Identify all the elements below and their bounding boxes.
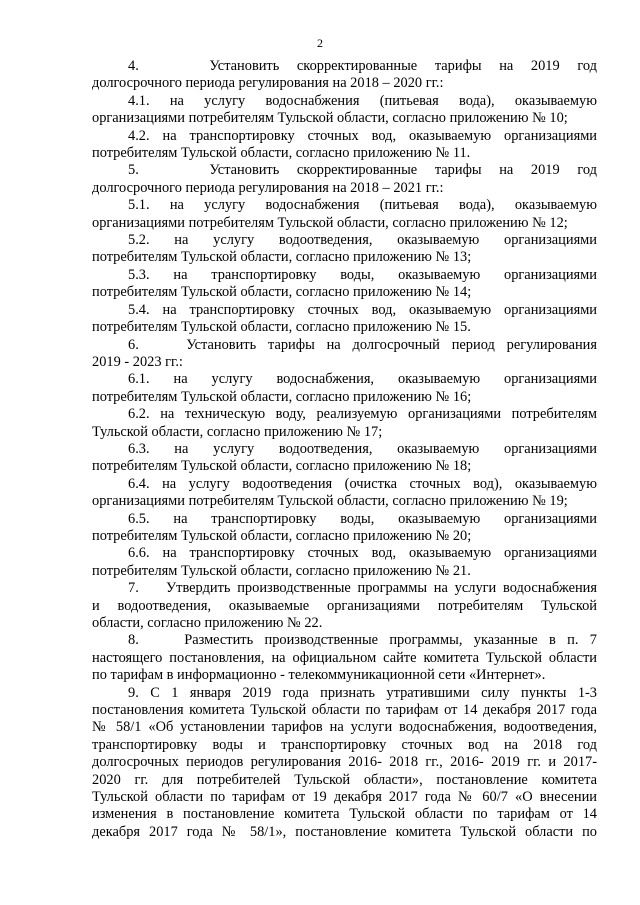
text-line: и водоотведения, оказываемые организациями потребителям Тульской bbox=[92, 597, 597, 614]
text-line: 8. Разместить производственные программы, указанные в п. 7 bbox=[128, 632, 597, 649]
text-line: Тульской области, согласно приложению № 17; bbox=[92, 423, 383, 440]
text-line: 5. Установить скорректированные тарифы на 2019 год bbox=[128, 162, 597, 179]
text-line: 7. Утвердить производственные программы на услуги водоснабжения bbox=[128, 580, 597, 597]
text-line: 6.4. на услугу водоотведения (очистка сточных вод), оказываемую bbox=[128, 475, 597, 492]
text-line: 6.6. на транспортировку сточных вод, оказываемую организациями bbox=[128, 545, 597, 562]
text-line: 6.3. на услугу водоотведения, оказываемую организациями bbox=[128, 440, 597, 457]
text-line: 2020 гг. для потребителей Тульской области», постановление комитета bbox=[92, 771, 597, 788]
text-line: области, согласно приложению № 22. bbox=[92, 615, 323, 631]
text-line: постановления комитета Тульской области по тарифам от 14 декабря 2017 года bbox=[92, 702, 597, 719]
text-line: 6.2. на техническую воду, реализуемую организациями потребителям bbox=[128, 406, 597, 423]
text-line: организациями потребителям Тульской области, согласно приложению № 19; bbox=[92, 493, 568, 510]
text-line: организациями потребителям Тульской области, согласно приложению № 10; bbox=[92, 110, 568, 127]
text-line: 5.4. на транспортировку сточных вод, оказываемую организациями bbox=[128, 301, 597, 318]
text-line: № 58/1 «Об установлении тарифов на услуги водоснабжения, водоотведения, bbox=[92, 719, 597, 736]
text-line: организациями потребителям Тульской области, согласно приложению № 12; bbox=[92, 214, 568, 231]
text-line: потребителям Тульской области, согласно приложению № 21. bbox=[92, 562, 471, 579]
text-line: 6.5. на транспортировку воды, оказываемую организациями bbox=[128, 510, 597, 527]
text-line: декабря 2017 года № 58/1», постановление комитета Тульской области по bbox=[92, 823, 597, 840]
text-line: 5.1. на услугу водоснабжения (питьевая вода), оказываемую bbox=[128, 197, 597, 214]
text-line: Тульской области по тарифам от 19 декабря 2017 года № 60/7 «О внесении bbox=[92, 789, 597, 806]
text-line: потребителям Тульской области, согласно приложению № 15. bbox=[92, 319, 471, 336]
document-body bbox=[92, 58, 597, 841]
text-line: потребителям Тульской области, согласно приложению № 16; bbox=[92, 388, 472, 405]
text-line: 2019 - 2023 гг.: bbox=[92, 353, 183, 370]
text-line: 5.2. на услугу водоотведения, оказываемую организациями bbox=[128, 232, 597, 249]
text-line: долгосрочного периода регулирования на 2018 – 2021 гг.: bbox=[92, 179, 444, 196]
text-line: по тарифам в информационно - телекоммуникационной сети «Интернет». bbox=[92, 667, 546, 684]
text-line: изменения в постановление комитета Тульской области по тарифам от 14 bbox=[92, 806, 597, 823]
text-line: 4.1. на услугу водоснабжения (питьевая вода), оказываемую bbox=[128, 92, 597, 109]
text-line: потребителям Тульской области, согласно приложению № 18; bbox=[92, 458, 472, 475]
text-line: транспортировку воды и транспортировку сточных вод на 2018 год bbox=[92, 736, 597, 753]
text-line: 5.3. на транспортировку воды, оказываемую организациями bbox=[128, 266, 597, 283]
text-line: 4. Установить скорректированные тарифы на 2019 год bbox=[128, 58, 597, 74]
text-line: долгосрочного периода регулирования на 2018 – 2020 гг.: bbox=[92, 75, 444, 92]
text-line: 9. С 1 января 2019 года признать утратившими силу пункты 1-3 bbox=[128, 684, 597, 701]
text-line: потребителям Тульской области, согласно приложению № 13; bbox=[92, 249, 472, 266]
text-line: потребителям Тульской области, согласно приложению № 14; bbox=[92, 284, 472, 301]
page-number: 2 bbox=[317, 36, 323, 50]
text-line: потребителям Тульской области, согласно приложению № 20; bbox=[92, 527, 472, 544]
text-line: настоящего постановления, на официальном сайте комитета Тульской области bbox=[92, 649, 597, 666]
text-line: 4.2. на транспортировку сточных вод, оказываемую организациями bbox=[128, 127, 597, 144]
text-line: 6.1. на услугу водоснабжения, оказываемую организациями bbox=[128, 371, 597, 388]
text-line: 6. Установить тарифы на долгосрочный период регулирования bbox=[128, 336, 597, 353]
text-line: долгосрочных периодов регулирования 2016- 2018 гг., 2016- 2019 гг. и 2017- bbox=[92, 754, 597, 771]
text-line: потребителям Тульской области, согласно приложению № 11. bbox=[92, 145, 471, 162]
